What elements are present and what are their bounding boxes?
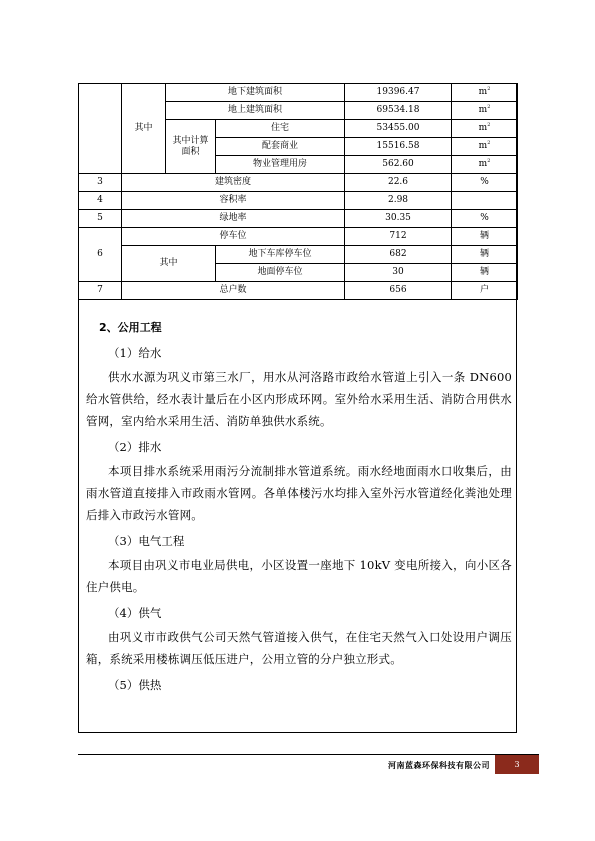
item-number: 6: [79, 228, 122, 282]
item-unit: $m^2$: [452, 102, 518, 120]
item-name: 容积率: [122, 192, 345, 210]
item-name: 地下车库停车位: [216, 246, 345, 264]
item-value: 562.60: [345, 156, 452, 174]
item-unit: $m^2$: [452, 138, 518, 156]
item-name: 地面停车位: [216, 264, 345, 282]
item-name: 绿地率: [122, 210, 345, 228]
table-row: [79, 228, 518, 246]
paragraph: 本项目排水系统采用雨污分流制排水管道系统。雨水经地面雨水口收集后，由雨水管道直接排入市政雨水管网。各单体楼污水均排入室外污水管道经化粪池处理后排入市政污水管网。: [86, 464, 512, 522]
item-unit: $m^2$: [452, 84, 518, 102]
subsection-title: （3）电气工程: [108, 534, 185, 548]
subsection-title: （4）供气: [108, 606, 162, 620]
item-unit: 辆: [452, 228, 518, 246]
item-number: 4: [79, 192, 122, 210]
item-value: 15516.58: [345, 138, 452, 156]
paragraph: 本项目由巩义市电业局供电，小区设置一座地下 10kV 变电所接入，向小区各住户供电。: [86, 558, 512, 594]
item-number: 3: [79, 174, 122, 192]
item-unit: 户: [452, 282, 518, 300]
item-name: 停车位: [122, 228, 345, 246]
table-row: [79, 84, 518, 102]
table-row: [79, 246, 518, 264]
item-unit: $m^2$: [452, 120, 518, 138]
item-unit: $m^2$: [452, 156, 518, 174]
table-row: [79, 192, 518, 210]
company-name: 河南蓝森环保科技有限公司: [388, 761, 490, 770]
item-name: 地下建筑面积: [166, 84, 345, 102]
item-value: 712: [345, 228, 452, 246]
table-row: [79, 210, 518, 228]
section-heading: 2、公用工程: [99, 321, 162, 334]
item-number: 5: [79, 210, 122, 228]
item-name: 住宅: [216, 120, 345, 138]
subsection-title: （2）排水: [108, 440, 162, 454]
paragraph: 供水水源为巩义市第三水厂，用水从河洛路市政给水管道上引入一条 DN600 给水管供给，经水表计量后在小区内形成环网。室外给水采用生活、消防合用供水管网，室内给水采用生活、消防单独供水系统。: [86, 370, 512, 428]
subsection-title: （5）供热: [108, 678, 162, 692]
item-name: 物业管理用房: [216, 156, 345, 174]
table-row: [79, 174, 518, 192]
subsection-title: （1）给水: [108, 346, 162, 360]
item-value: 53455.00: [345, 120, 452, 138]
item-value: 656: [345, 282, 452, 300]
item-unit: %: [452, 210, 518, 228]
item-name: 地上建筑面积: [166, 102, 345, 120]
section-body: [86, 316, 512, 698]
group-label: 其中: [122, 84, 166, 174]
item-unit: 辆: [452, 264, 518, 282]
item-number: 7: [79, 282, 122, 300]
item-unit: [452, 192, 518, 210]
group-label: 其中: [122, 246, 216, 282]
table-row: [79, 282, 518, 300]
indicator-table: [78, 83, 518, 300]
item-value: 19396.47: [345, 84, 452, 102]
footer-divider: [78, 754, 539, 755]
item-unit: 辆: [452, 246, 518, 264]
subgroup-label: 其中计算面积: [166, 120, 216, 174]
page-number: 3: [495, 755, 539, 774]
item-value: 2.98: [345, 192, 452, 210]
item-value: 30.35: [345, 210, 452, 228]
item-value: 682: [345, 246, 452, 264]
item-name: 总户数: [122, 282, 345, 300]
item-name: 配套商业: [216, 138, 345, 156]
item-name: 建筑密度: [122, 174, 345, 192]
item-value: 69534.18: [345, 102, 452, 120]
item-value: 30: [345, 264, 452, 282]
item-value: 22.6: [345, 174, 452, 192]
paragraph: 由巩义市市政供气公司天然气管道接入供气，在住宅天然气入口处设用户调压箱，系统采用楼栋调压低压进户，公用立管的分户独立形式。: [86, 630, 512, 666]
item-unit: %: [452, 174, 518, 192]
